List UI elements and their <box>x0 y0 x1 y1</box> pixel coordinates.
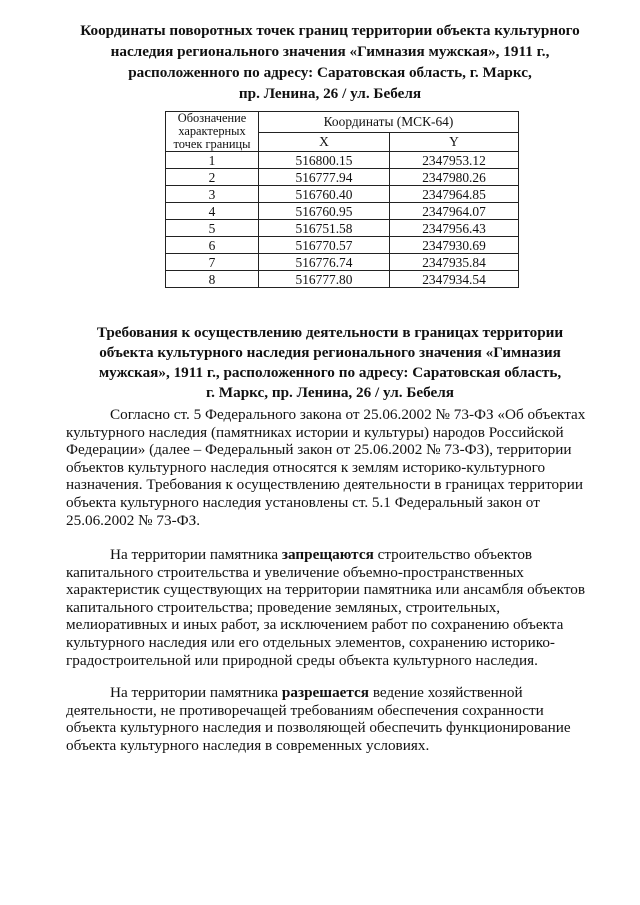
document-title <box>70 20 590 104</box>
y-value: 2347930.69 <box>390 237 519 254</box>
point-number: 2 <box>166 169 259 186</box>
title-line: расположенного по адресу: Саратовская область, г. Маркс, <box>128 64 532 81</box>
x-value: 516760.40 <box>259 186 390 203</box>
point-number: 4 <box>166 203 259 220</box>
heading-line: Требования к осуществлению деятельности в границах территории <box>96 324 564 341</box>
paragraph-lead: На территории памятника <box>110 684 282 701</box>
paragraph-permissions <box>66 684 612 754</box>
y-value: 2347953.12 <box>390 152 519 169</box>
header-label-line: точек границы <box>173 137 251 151</box>
paragraph-line: культурного наследия (памятниках истории и культуры) народов Российской <box>66 423 564 441</box>
emphasis-permitted: разрешается <box>281 684 370 701</box>
emphasis-prohibited: запрещаются <box>281 546 374 563</box>
title-line: Координаты поворотных точек границ территории объекта культурного <box>80 22 580 39</box>
table-row <box>166 220 519 237</box>
y-value: 2347935.84 <box>390 254 519 271</box>
table-row <box>166 152 519 169</box>
y-value: 2347980.26 <box>390 169 519 186</box>
x-value: 516777.94 <box>259 169 390 186</box>
paragraph-line: градостроительной или природной среды объекта культурного наследия. <box>66 651 538 669</box>
y-value: 2347934.54 <box>390 271 519 288</box>
point-number: 7 <box>166 254 259 271</box>
paragraph-line: объекта культурного наследия в современных условиях. <box>66 736 430 754</box>
x-column-header: X <box>259 132 390 151</box>
x-value: 516751.58 <box>259 220 390 237</box>
coordinates-group-header: Координаты (МСК-64) <box>259 112 519 133</box>
x-value: 516800.15 <box>259 152 390 169</box>
paragraph-line <box>66 684 612 702</box>
paragraph-line <box>66 406 612 424</box>
table-row <box>166 203 519 220</box>
paragraph-lead-rest: строительство объектов <box>373 546 533 563</box>
paragraph-line: 25.06.2002 № 73-ФЗ. <box>66 511 201 529</box>
paragraph-line: объекта культурного наследия установлены ст. 5.1 Федеральный закон от <box>66 493 540 511</box>
paragraph-line: культурного наследия или его отдельных элементов, сохранению историко- <box>66 633 555 651</box>
paragraph-line: объекта культурного наследия и позволяющей обеспечить функционирование <box>66 719 571 737</box>
paragraph-line <box>66 546 612 564</box>
heading-line: г. Маркс, пр. Ленина, 26 / ул. Бебеля <box>205 384 455 401</box>
point-number: 8 <box>166 271 259 288</box>
paragraph-prohibitions <box>66 546 612 669</box>
title-line: наследия регионального значения «Гимназия мужская», 1911 г., <box>110 43 550 60</box>
paragraph-line: капитального строительства; проведение земляных, строительных, <box>66 598 501 616</box>
paragraph-line: Федерации» (далее – Федеральный закон от 25.06.2002 № 73-ФЗ), территории <box>66 441 572 459</box>
header-label-line: Обозначение <box>177 111 247 125</box>
table-row <box>166 169 519 186</box>
y-column-header: Y <box>390 132 519 151</box>
y-value: 2347956.43 <box>390 220 519 237</box>
x-value: 516760.95 <box>259 203 390 220</box>
paragraph-line: мелиоративных и иных работ, за исключением работ по сохранению объекта <box>66 616 564 634</box>
paragraph-line-text: Согласно ст. 5 Федерального закона от 25.06.2002 № 73-ФЗ «Об объектах <box>110 406 586 423</box>
point-label-header <box>166 112 259 152</box>
paragraph-lead: На территории памятника <box>110 546 282 563</box>
heading-line: мужская», 1911 г., расположенного по адресу: Саратовская область, <box>98 364 562 381</box>
paragraph-line: характеристик существующих на территории памятника или ансамбля объектов <box>66 581 586 599</box>
coordinates-table <box>165 111 519 288</box>
requirements-heading <box>60 323 600 403</box>
y-value: 2347964.07 <box>390 203 519 220</box>
point-number: 6 <box>166 237 259 254</box>
paragraph-lead-rest: ведение хозяйственной <box>369 684 523 701</box>
paragraph-line: капитального строительства и увеличение объемно-пространственных <box>66 563 524 581</box>
x-value: 516770.57 <box>259 237 390 254</box>
y-value: 2347964.85 <box>390 186 519 203</box>
header-label-line: характерных <box>178 124 246 138</box>
x-value: 516776.74 <box>259 254 390 271</box>
point-number: 5 <box>166 220 259 237</box>
table-row <box>166 271 519 288</box>
table-row <box>166 186 519 203</box>
table-row <box>166 254 519 271</box>
heading-line: объекта культурного наследия регионального значения «Гимназия <box>99 344 561 361</box>
paragraph-line: деятельности, не противоречащей требованиям обеспечения сохранности <box>66 701 544 719</box>
paragraph-line: объектов культурного наследия относятся к землям историко-культурного <box>66 458 546 476</box>
paragraph-line: назначения. Требования к осуществлению деятельности в границах территории <box>66 476 583 494</box>
point-number: 1 <box>166 152 259 169</box>
table-row <box>166 237 519 254</box>
title-line: пр. Ленина, 26 / ул. Бебеля <box>238 85 422 102</box>
x-value: 516777.80 <box>259 271 390 288</box>
paragraph-legal-basis <box>66 406 612 529</box>
point-number: 3 <box>166 186 259 203</box>
